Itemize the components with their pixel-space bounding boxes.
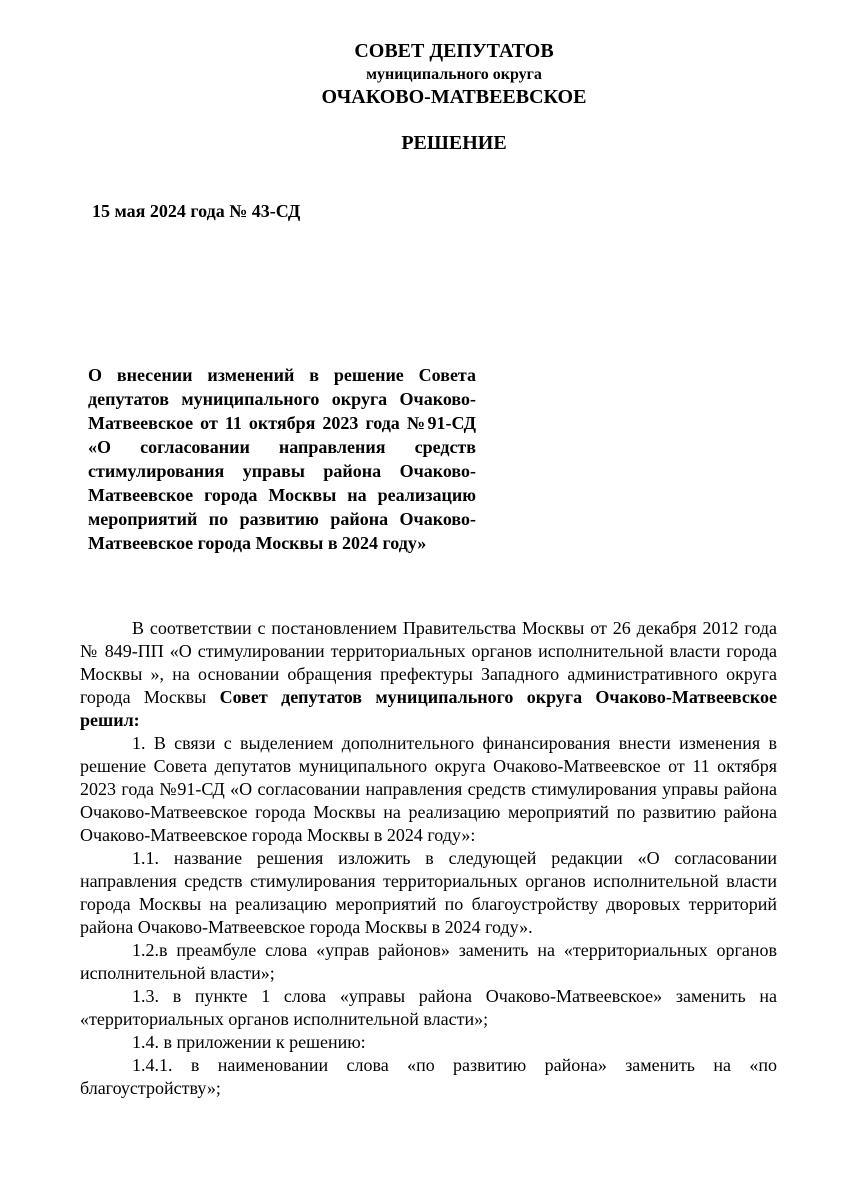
- preamble-resolution: Совет депутатов муниципального округа Очаково-Матвеевское решил:: [80, 687, 777, 730]
- date-number-line: 15 мая 2024 года № 43-СД: [92, 201, 301, 221]
- item-paragraph-1-4: 1.4. в приложении к решению:: [132, 1032, 366, 1052]
- document-body: [80, 617, 777, 1100]
- item-paragraph-1-4-1: 1.4.1. в наименовании слова «по развитию района» заменить на «по благоустройству»;: [80, 1055, 777, 1098]
- preamble-paragraph: [80, 617, 777, 732]
- preamble-text: В соответствии с постановлением Правительства Москвы от 26 декабря 2012 года № 849-ПП «О стимулировании территориальных органов исполнительной власти города Москвы », на основании обращения префектуры Западного административного округа города Москвы: [80, 618, 777, 707]
- item-paragraph-1-2: 1.2.в преамбуле слова «управ районов» заменить на «территориальных органов исполнительной власти»;: [80, 940, 777, 983]
- item-paragraph-1-3: 1.3. в пункте 1 слова «управы района Очаково-Матвеевское» заменить на «территориальных органов исполнительной власти»;: [80, 986, 777, 1029]
- council-heading: СОВЕТ ДЕПУТАТОВ: [354, 40, 554, 62]
- item-paragraph-1-1: 1.1. название решения изложить в следующей редакции «О согласовании направления средств стимулирования территориальных органов исполнительной власти города Москвы на реализацию мероприятий по благоустройству дворовых территорий района Очаково-Матвеевское города Москвы в 2024 году».: [80, 848, 777, 937]
- document-type: РЕШЕНИЕ: [401, 132, 507, 154]
- council-subtitle: муниципального округа: [366, 66, 542, 83]
- item-paragraph-1: 1. В связи с выделением дополнительного финансирования внести изменения в решение Совета депутатов муниципального округа Очаково-Матвеевское от 11 октября 2023 года №91-СД «О согласовании направления средств стимулирования управы района Очаково-Матвеевское города Москвы на реализацию мероприятий по развитию района Очаково-Матвеевское города Москвы в 2024 году»:: [80, 733, 777, 845]
- district-name: ОЧАКОВО-МАТВЕЕВСКОЕ: [321, 86, 587, 108]
- decision-subject: О внесении изменений в решение Совета депутатов муниципального округа Очаково-Матвеевское от 11 октября 2023 года №91-СД «О согласовании направления средств стимулирования управы района Очаково-Матвеевское города Москвы на реализацию мероприятий по развитию района Очаково-Матвеевское города Москвы в 2024 году»: [88, 365, 476, 553]
